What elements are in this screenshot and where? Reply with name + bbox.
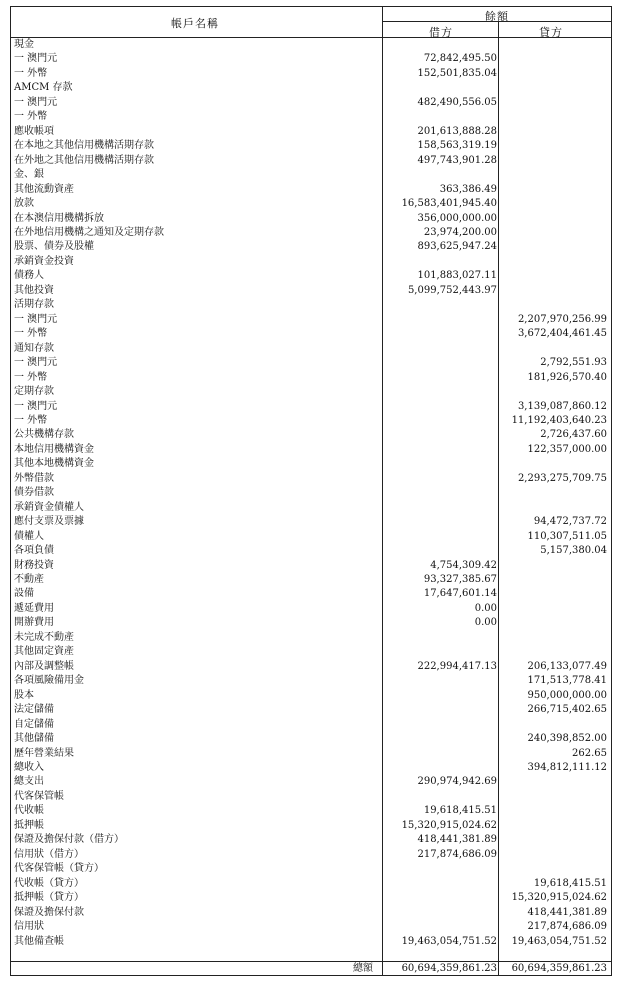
row-credit: 394,812,111.12 [527, 762, 607, 773]
row-credit: 3,139,087,860.12 [517, 400, 607, 412]
table-row [11, 284, 611, 298]
row-label: 公共機構存款 [14, 429, 74, 441]
row-credit: 11,192,403,640.23 [511, 414, 607, 426]
table-row [11, 804, 611, 818]
table-row [11, 197, 611, 211]
row-credit: 2,792,551.93 [540, 357, 607, 369]
table-row [11, 530, 611, 544]
table-row [11, 255, 611, 269]
table-row [11, 920, 611, 934]
row-label: 一 外幣 [14, 328, 48, 340]
row-debit: 290,974,942.69 [417, 776, 497, 788]
row-credit: 2,293,275,709.75 [517, 472, 607, 484]
row-credit: 122,357,000.00 [527, 443, 607, 455]
row-debit: 4,754,309.42 [430, 559, 497, 571]
table-row [11, 240, 611, 254]
row-credit: 171,513,778.41 [527, 675, 607, 687]
row-label: 保證及擔保付款 [14, 906, 84, 918]
table-row [11, 298, 611, 312]
row-label: 外幣借款 [14, 472, 54, 484]
header-credit: 貸方 [539, 26, 563, 39]
row-credit: 15,320,915,024.62 [511, 892, 607, 904]
row-label: 其他儲備 [14, 733, 54, 745]
table-row [11, 645, 611, 659]
table-row [11, 486, 611, 500]
table-row [11, 81, 611, 95]
row-label: 其他本地機構資金 [14, 458, 94, 470]
table-row [11, 38, 611, 52]
table-row [11, 819, 611, 833]
row-debit: 217,874,686.09 [417, 848, 497, 860]
row-credit: 418,441,381.89 [527, 906, 607, 918]
row-label: 一 澳門元 [14, 53, 58, 65]
table-row [11, 833, 611, 847]
table-row [11, 935, 611, 949]
table-row [11, 96, 611, 110]
header-debit: 借方 [429, 26, 453, 39]
row-debit: 17,647,601.14 [423, 588, 497, 600]
row-label: 抵押帳 [14, 819, 44, 831]
row-label: 股票、債券及股權 [14, 241, 94, 253]
row-label: 代客保管帳 [14, 790, 64, 802]
ledger-table [10, 6, 612, 976]
row-label: 一 外幣 [14, 111, 48, 123]
row-label: 放款 [14, 198, 34, 210]
row-credit: 3,672,404,461.45 [517, 328, 607, 340]
row-label: 通知存款 [14, 342, 54, 354]
row-label: 在外地信用機構之通知及定期存款 [14, 226, 164, 238]
row-label: 一 澳門元 [14, 357, 58, 369]
table-row [11, 154, 611, 168]
row-debit: 0.00 [474, 602, 497, 614]
row-label: 遞延費用 [14, 602, 54, 614]
row-label: 信用狀（借方） [14, 848, 84, 860]
row-credit: 181,926,570.40 [527, 371, 607, 383]
row-debit: 356,000,000.00 [417, 212, 497, 224]
table-row [11, 327, 611, 341]
table-row [11, 125, 611, 139]
row-label: 總收入 [14, 762, 44, 773]
row-debit: 158,563,319.19 [417, 140, 497, 152]
table-row [11, 559, 611, 573]
row-label: 設備 [14, 588, 34, 600]
row-label: 其他備查帳 [14, 935, 64, 947]
row-label: 債券借款 [14, 487, 54, 499]
table-row [11, 674, 611, 688]
row-label: 歷年營業結果 [14, 747, 74, 759]
row-label: 一 澳門元 [14, 400, 58, 412]
row-label: 活期存款 [14, 299, 54, 311]
total-label: 總額 [353, 963, 373, 974]
row-label: 抵押帳（貸方） [14, 892, 84, 904]
row-label: 承銷資金債權人 [14, 501, 84, 513]
row-label: 本地信用機構資金 [14, 443, 94, 455]
total-credit: 60,694,359,861.23 [511, 963, 607, 974]
table-row [11, 906, 611, 920]
row-credit: 206,133,077.49 [527, 660, 607, 672]
row-debit: 222,994,417.13 [417, 660, 497, 672]
row-credit: 19,618,415.51 [533, 877, 607, 889]
table-row [11, 703, 611, 717]
row-label: 在本澳信用機構拆放 [14, 212, 104, 224]
table-row [11, 457, 611, 471]
row-debit: 418,441,381.89 [417, 834, 497, 846]
row-label: AMCM 存款 [14, 82, 73, 94]
table-row [11, 573, 611, 587]
row-label: 一 外幣 [14, 414, 48, 426]
row-label: 未完成不動產 [14, 631, 74, 643]
row-debit: 497,743,901.28 [417, 154, 497, 166]
row-debit: 93,327,385.67 [423, 574, 497, 586]
table-row [11, 515, 611, 529]
table-row [11, 732, 611, 746]
table-row [11, 877, 611, 891]
table-row [11, 472, 611, 486]
row-label: 自定儲備 [14, 718, 54, 730]
row-label: 金、銀 [14, 169, 44, 181]
row-credit: 240,398,852.00 [527, 733, 607, 745]
total-debit: 60,694,359,861.23 [401, 963, 497, 974]
row-label: 應付支票及票據 [14, 516, 84, 528]
row-debit: 482,490,556.05 [417, 96, 497, 108]
row-label: 其他投資 [14, 284, 54, 296]
row-credit: 2,207,970,256.99 [517, 313, 607, 325]
row-credit: 94,472,737.72 [533, 516, 607, 528]
table-row [11, 414, 611, 428]
table-row [11, 356, 611, 370]
table-row [11, 52, 611, 66]
header-divider-inner [382, 21, 611, 22]
row-label: 其他固定資產 [14, 646, 74, 658]
row-label: 開辦費用 [14, 617, 54, 629]
row-label: 代收帳（貸方） [14, 877, 84, 889]
row-debit: 201,613,888.28 [417, 125, 497, 137]
row-label: 各項風險備用金 [14, 675, 84, 687]
row-label: 法定儲備 [14, 704, 54, 716]
row-credit: 950,000,000.00 [527, 689, 607, 701]
row-label: 承銷資金投資 [14, 255, 74, 267]
table-row [11, 689, 611, 703]
row-label: 財務投資 [14, 559, 54, 571]
row-label: 各項負債 [14, 545, 54, 557]
table-row [11, 385, 611, 399]
table-row [11, 862, 611, 876]
table-row [11, 371, 611, 385]
table-row [11, 891, 611, 905]
row-label: 信用狀 [14, 921, 44, 933]
row-debit: 101,883,027.11 [417, 270, 497, 282]
table-row [11, 313, 611, 327]
row-label: 不動產 [14, 574, 44, 586]
table-row [11, 501, 611, 515]
row-debit: 893,625,947.24 [417, 241, 497, 253]
row-label: 一 外幣 [14, 67, 48, 79]
table-row [11, 110, 611, 124]
table-row [11, 587, 611, 601]
row-credit: 262.65 [572, 747, 607, 759]
table-row [11, 718, 611, 732]
row-debit: 0.00 [474, 617, 497, 629]
row-debit: 152,501,835.04 [417, 67, 497, 79]
row-label: 在本地之其他信用機構活期存款 [14, 140, 154, 152]
table-row [11, 631, 611, 645]
row-label: 定期存款 [14, 386, 54, 398]
table-row [11, 775, 611, 789]
table-row [11, 212, 611, 226]
row-label: 債務人 [14, 270, 44, 282]
table-row [11, 790, 611, 804]
total-row [11, 962, 611, 976]
table-row [11, 183, 611, 197]
table-row [11, 400, 611, 414]
row-debit: 72,842,495.50 [423, 53, 497, 65]
row-label: 股本 [14, 689, 34, 701]
row-credit: 110,307,511.05 [527, 530, 607, 542]
row-label: 代客保管帳（貸方） [14, 863, 104, 875]
row-debit: 16,583,401,945.40 [401, 198, 497, 210]
table-row [11, 342, 611, 356]
table-row [11, 602, 611, 616]
row-credit: 2,726,437.60 [540, 429, 607, 441]
row-label: 一 外幣 [14, 371, 48, 383]
row-label: 總支出 [14, 776, 44, 788]
row-label: 一 澳門元 [14, 96, 58, 108]
row-label: 代收帳 [14, 805, 44, 817]
table-row [11, 428, 611, 442]
row-credit: 19,463,054,751.52 [511, 935, 607, 947]
table-row [11, 139, 611, 153]
table-row [11, 660, 611, 674]
row-credit: 266,715,402.65 [527, 704, 607, 716]
row-label: 在外地之其他信用機構活期存款 [14, 154, 154, 166]
row-debit: 19,463,054,751.52 [401, 935, 497, 947]
table-row [11, 761, 611, 775]
table-row [11, 443, 611, 457]
row-credit: 217,874,686.09 [527, 921, 607, 933]
header-balance: 餘額 [485, 10, 509, 23]
table-row [11, 747, 611, 761]
row-debit: 363,386.49 [439, 183, 497, 195]
row-label: 一 澳門元 [14, 313, 58, 325]
row-debit: 15,320,915,024.62 [401, 819, 497, 831]
table-row [11, 67, 611, 81]
table-row [11, 168, 611, 182]
table-row [11, 269, 611, 283]
row-debit: 5,099,752,443.97 [407, 284, 497, 296]
table-row [11, 848, 611, 862]
row-label: 現金 [14, 39, 34, 50]
header-account-name: 帳戶名稱 [171, 17, 219, 30]
table-row [11, 544, 611, 558]
row-label: 應收帳項 [14, 125, 54, 137]
table-row [11, 616, 611, 630]
row-label: 債權人 [14, 530, 44, 542]
row-label: 其他流動資產 [14, 183, 74, 195]
row-label: 保證及擔保付款（借方） [14, 834, 124, 846]
row-label: 內部及調整帳 [14, 660, 74, 672]
row-debit: 19,618,415.51 [423, 805, 497, 817]
row-debit: 23,974,200.00 [423, 226, 497, 238]
row-credit: 5,157,380.04 [540, 545, 607, 557]
table-row [11, 226, 611, 240]
